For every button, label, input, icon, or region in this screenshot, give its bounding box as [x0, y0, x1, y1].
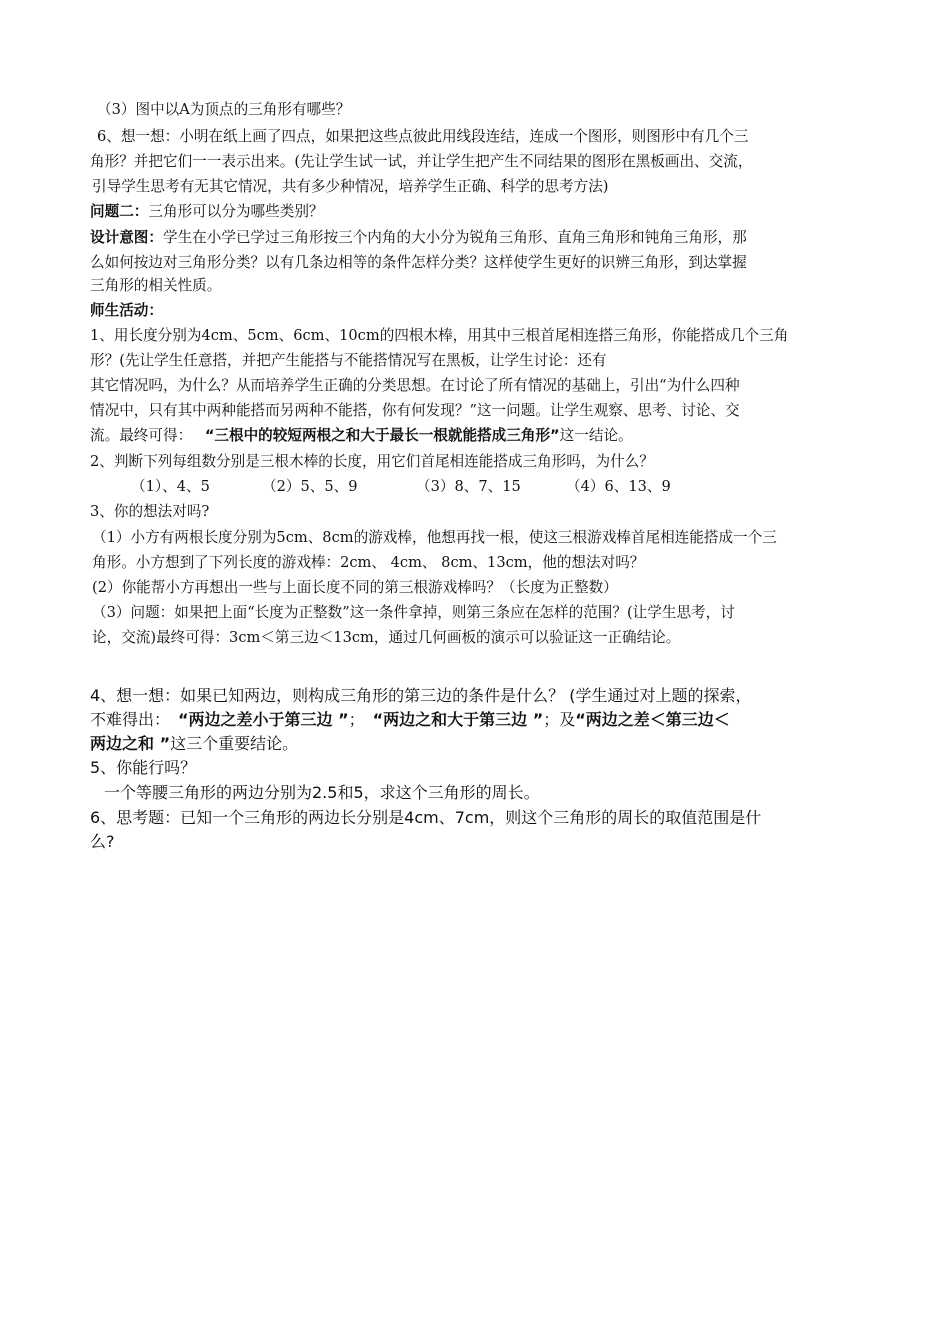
conclusion-bold: “三根中的较短两根之和大于最长一根就能搭成三角形”	[204, 427, 560, 444]
option-2: （2）5、5、9	[262, 478, 358, 495]
text-line: 情况中，只有其中两种能搭而另两种不能搭，你有何发现？”这一问题。让学生观察、思考、讨论、交	[90, 402, 740, 419]
conclusions-prefix: 不难得出：	[90, 710, 171, 729]
text-line: 引导学生思考有无其它情况，共有多少种情况，培养学生正确、科学的思考方法)	[92, 178, 609, 195]
text-line: 其它情况吗，为什么？从而培养学生正确的分类思想。在讨论了所有情况的基础上，引出“为什么四种	[90, 377, 740, 394]
text-line: （3）图中以A为顶点的三角形有哪些？	[97, 101, 351, 118]
text-line: 角形？并把它们一一表示出来。(先让学生试一试，并让学生把产生不同结果的图形在黑板画出、交流，	[90, 153, 753, 170]
conclusion-prefix: 流。最终可得：	[90, 427, 193, 444]
text-line: 3、你的想法对吗?	[90, 503, 210, 520]
text-line: 4、想一想：如果已知两边，则构成三角形的第三边的条件是什么？ (学生通过对上题的探索，	[90, 686, 752, 705]
text-line: 5、你能行吗？	[90, 758, 197, 777]
conclusion-suffix: 这一结论。	[559, 427, 633, 444]
conclusions-line-end	[90, 732, 298, 756]
separator: ；	[348, 710, 365, 729]
design-intent	[90, 227, 747, 249]
section-heading	[90, 201, 324, 223]
text-line: 角形。小方想到了下列长度的游戏棒：2cm、 4cm、 8cm、13cm，他的想法对吗？	[92, 554, 645, 571]
text-line: 么?	[90, 832, 115, 851]
heading-text: 三角形可以分为哪些类别？	[148, 203, 324, 220]
conclusions-line	[90, 708, 730, 732]
text-line: 一个等腰三角形的两边分别为2.5和5，求这个三角形的周长。	[104, 783, 540, 802]
text-line: 论，交流)最终可得：3cm＜第三边＜13cm，通过几何画板的演示可以验证这一正确结论。	[92, 629, 681, 646]
conclusion-range-end: 两边之和 ”	[90, 734, 171, 753]
option-1: （1）、4、5	[131, 478, 210, 495]
conclusions-suffix: 这三个重要结论。	[170, 734, 299, 753]
text-line: 三角形的相关性质。	[90, 277, 222, 294]
text-line: (2）你能帮小方再想出一些与上面长度不同的第三根游戏棒吗？（长度为正整数）	[92, 579, 618, 596]
text-line: 1、用长度分别为4cm、5cm、6cm、10cm的四根木棒，用其中三根首尾相连搭三角形，你能搭成几个三角	[90, 327, 789, 344]
conclusion-difference: “两边之差小于第三边 ”	[178, 710, 349, 729]
conclusion-line	[90, 425, 633, 447]
conclusion-range: “两边之差＜第三边＜	[575, 710, 730, 729]
separator: ；及	[543, 710, 576, 729]
design-intent-label: 设计意图：	[90, 229, 163, 246]
text-line: 6、想一想：小明在纸上画了四点，如果把这些点彼此用线段连结，连成一个图形，则图形中有几个三	[97, 128, 749, 145]
activity-heading: 师生活动：	[90, 302, 163, 319]
text-line: 2、判断下列每组数分别是三根木棒的长度，用它们首尾相连能搭成三角形吗，为什么？	[90, 453, 654, 470]
text-line: 6、思考题：已知一个三角形的两边长分别是4cm、7cm，则这个三角形的周长的取值范围是什	[90, 808, 762, 827]
text-line: 么如何按边对三角形分类？以有几条边相等的条件怎样分类？这样使学生更好的识辨三角形，到达掌握	[90, 254, 747, 271]
design-intent-text: 学生在小学已学过三角形按三个内角的大小分为锐角三角形、直角三角形和钝角三角形，那	[162, 229, 747, 246]
text-line: （3）问题：如果把上面“长度为正整数”这一条件拿掉，则第三条应在怎样的范围？(让学生思考，讨	[92, 604, 735, 621]
text-line: （1）小方有两根长度分别为5cm、8cm的游戏棒，他想再找一根，使这三根游戏棒首尾相连能搭成一个三	[92, 529, 777, 546]
option-4: （4）6、13、9	[566, 478, 671, 495]
option-3: （3）8、7、15	[416, 478, 521, 495]
text-line: 形？(先让学生任意搭，并把产生能搭与不能搭情况写在黑板，让学生讨论：还有	[90, 352, 607, 369]
conclusion-sum: “两边之和大于第三边 ”	[372, 710, 544, 729]
heading-label: 问题二：	[90, 203, 149, 220]
